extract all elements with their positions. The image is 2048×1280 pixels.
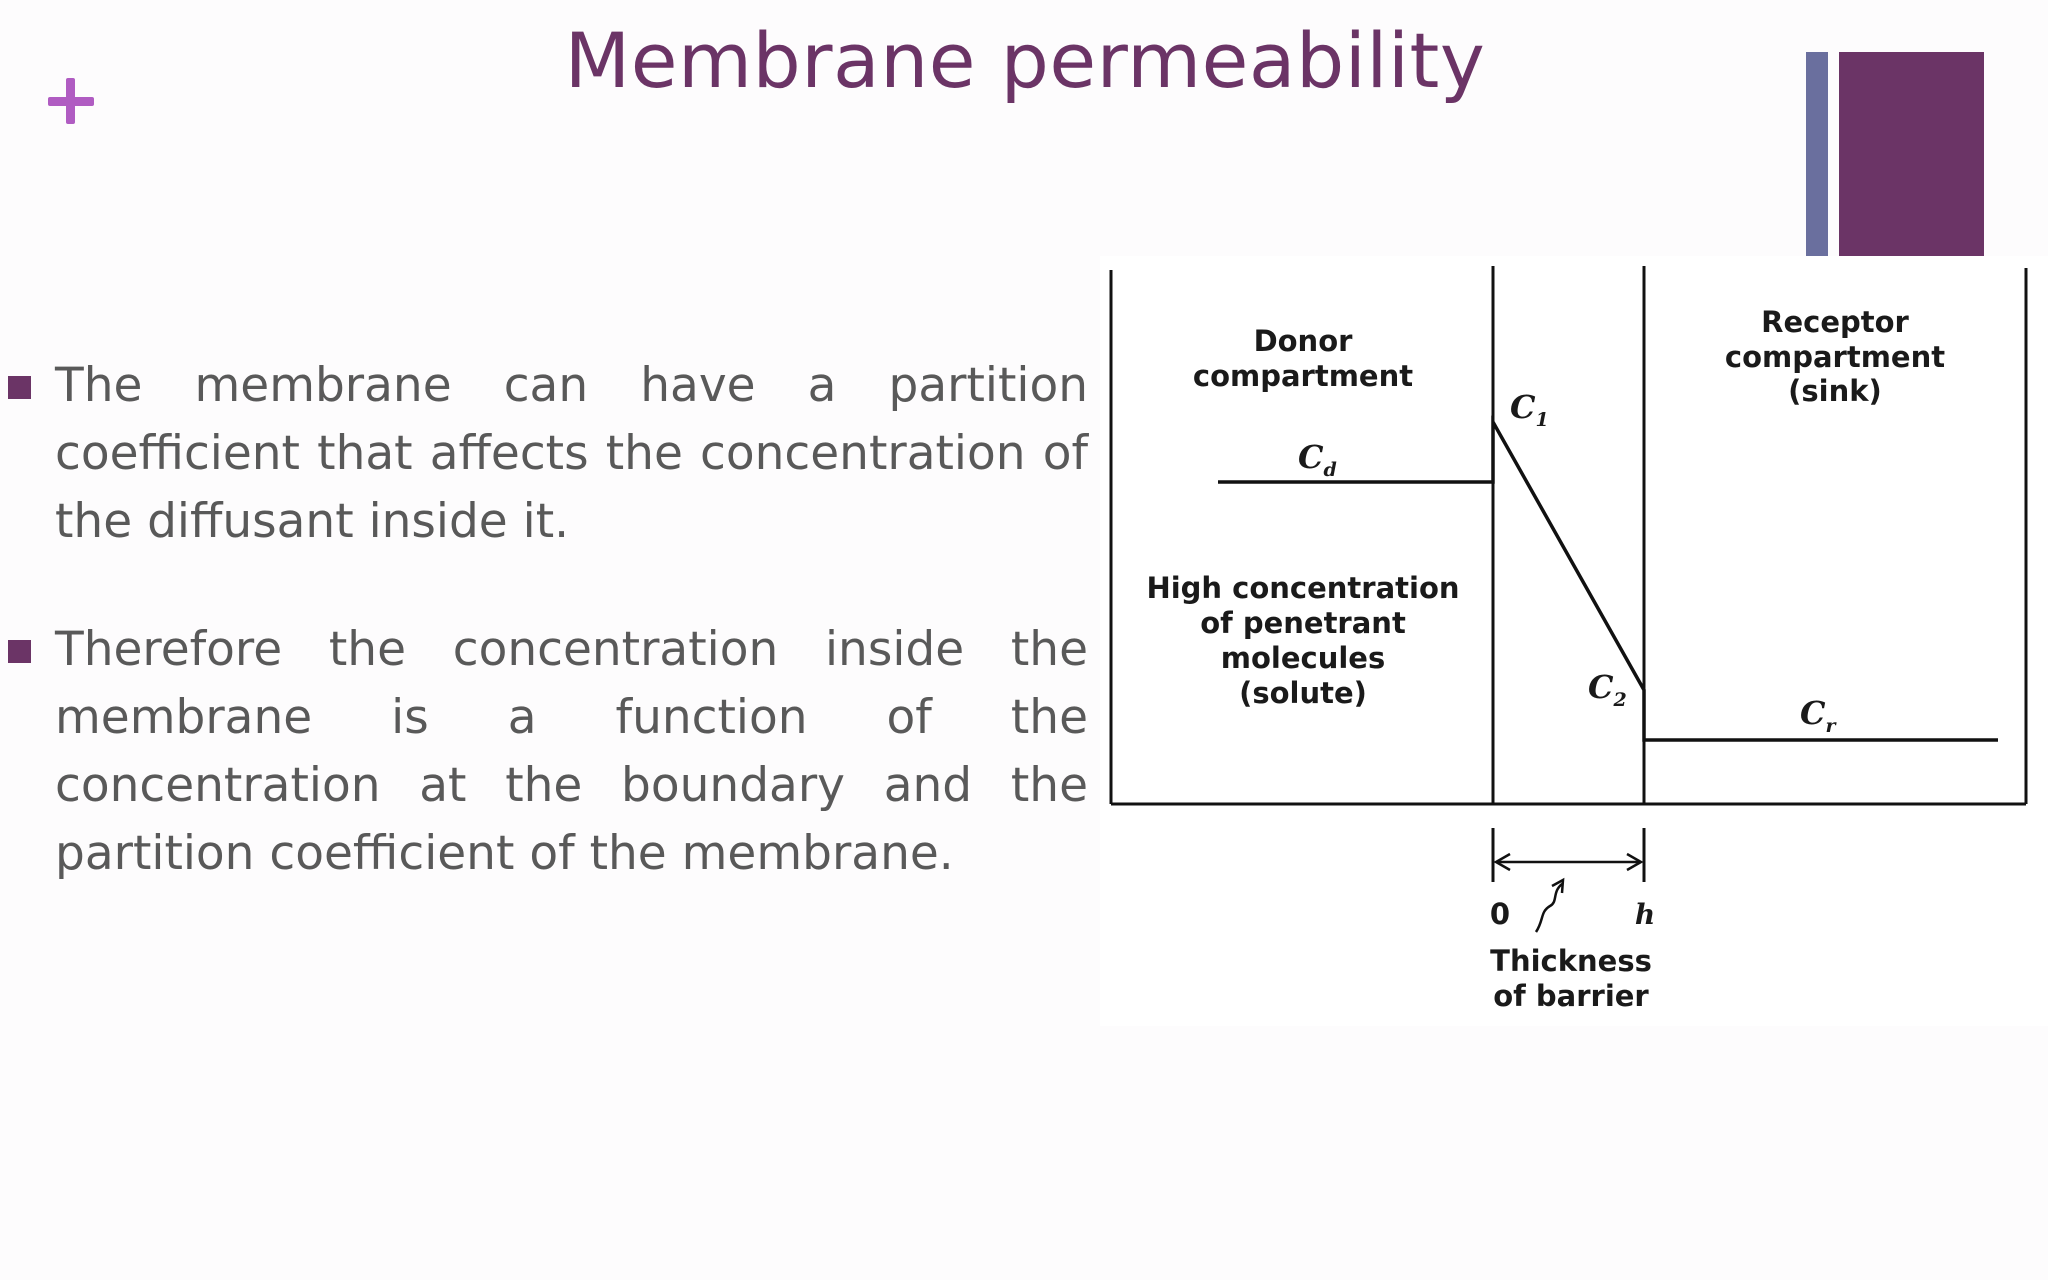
high-concentration-label-line: of penetrant bbox=[1200, 606, 1406, 640]
bullet-text: The membrane can have a partition coefficient that affects the concentration of the diffusant inside it. bbox=[55, 358, 1088, 549]
c1-label: C1 bbox=[1510, 388, 1549, 431]
bullet-text: Therefore the concentration inside the membrane is a function of the concentration at the boundary and the partition coefficient of the membrane. bbox=[55, 622, 1088, 881]
bullet-list bbox=[8, 352, 1088, 948]
receptor-label-line: (sink) bbox=[1788, 374, 1882, 408]
receptor-label-line: compartment bbox=[1724, 340, 1946, 374]
c2-label: C2 bbox=[1588, 668, 1627, 711]
membrane-diagram-svg bbox=[1100, 256, 2048, 1026]
bullet-square-icon bbox=[8, 640, 31, 663]
thickness-label-line: of barrier bbox=[1493, 979, 1649, 1013]
donor-label-line: Donor bbox=[1253, 324, 1353, 358]
bullet-item bbox=[8, 616, 1088, 888]
accent-bar-thin bbox=[1806, 52, 1828, 256]
high-concentration-label-line: molecules bbox=[1220, 641, 1386, 675]
plus-icon bbox=[48, 78, 94, 124]
thickness-label-line: Thickness bbox=[1490, 944, 1652, 978]
membrane-diagram bbox=[1100, 256, 2048, 1026]
accent-bar-thick bbox=[1839, 52, 1984, 256]
cr-label: Cr bbox=[1800, 694, 1836, 737]
cd-label: Cd bbox=[1298, 438, 1337, 481]
bullet-square-icon bbox=[8, 376, 31, 399]
wavy-pointer-arrow bbox=[1536, 884, 1562, 932]
high-concentration-label-line: High concentration bbox=[1146, 571, 1460, 605]
receptor-label-line: Receptor bbox=[1761, 305, 1909, 339]
origin-label: 0 bbox=[1489, 897, 1511, 931]
high-concentration-label-line: (solute) bbox=[1239, 676, 1367, 710]
bullet-item bbox=[8, 352, 1088, 556]
h-label: h bbox=[1634, 898, 1656, 931]
slide-title: Membrane permeability bbox=[564, 16, 1486, 105]
donor-label-line: compartment bbox=[1192, 359, 1414, 393]
